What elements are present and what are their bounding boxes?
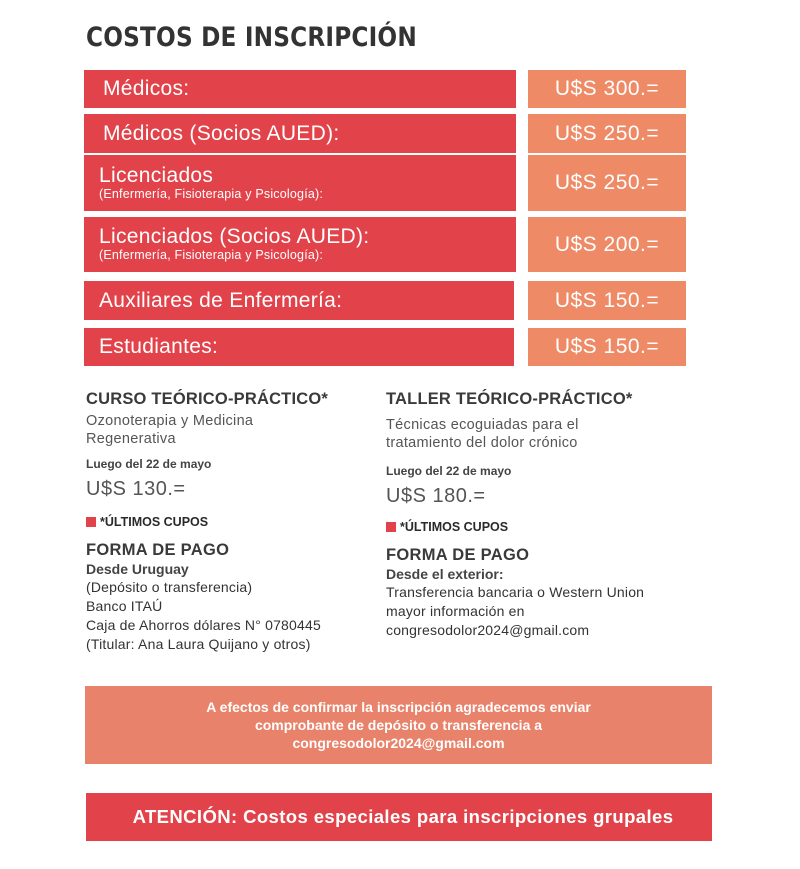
price-label-sub: (Enfermería, Fisioterapia y Psicología): bbox=[99, 186, 324, 201]
price-row-auxiliares bbox=[84, 281, 686, 320]
taller-desc-1: Técnicas ecoguiadas para el bbox=[386, 417, 579, 433]
price-value: U$S 300.= bbox=[528, 70, 686, 108]
price-label-sub: (Enfermería, Fisioterapia y Psicología): bbox=[99, 248, 324, 262]
price-row-licenciados-socios bbox=[84, 217, 686, 272]
pago-exterior-title: FORMA DE PAGO bbox=[386, 546, 530, 564]
price-label bbox=[84, 328, 514, 366]
confirm-email: congresodolor2024@gmail.com bbox=[292, 735, 505, 751]
pago-uruguay-line: Caja de Ahorros dólares N° 0780445 bbox=[86, 617, 321, 633]
pago-uruguay-title: FORMA DE PAGO bbox=[86, 541, 230, 559]
price-label bbox=[84, 217, 516, 272]
taller-price: U$S 180.= bbox=[386, 485, 486, 507]
curso-desc-1: Ozonoterapia y Medicina bbox=[86, 413, 254, 429]
price-label bbox=[84, 114, 516, 153]
price-value: U$S 250.= bbox=[528, 155, 686, 211]
curso-price: U$S 130.= bbox=[86, 478, 186, 500]
price-label bbox=[84, 155, 516, 211]
price-row-estudiantes bbox=[84, 328, 686, 366]
curso-section bbox=[86, 388, 406, 654]
taller-date: Luego del 22 de mayo bbox=[386, 464, 512, 478]
price-row-licenciados bbox=[84, 155, 686, 211]
curso-cupos-text: *ÚLTIMOS CUPOS bbox=[100, 515, 209, 529]
confirm-notice bbox=[85, 686, 712, 764]
price-label-main: Auxiliares de Enfermería: bbox=[99, 288, 343, 312]
pago-exterior-subtitle: Desde el exterior: bbox=[386, 566, 504, 582]
price-row-medicos-socios bbox=[84, 114, 686, 153]
attention-banner: ATENCIÓN: Costos especiales para inscripciones grupales bbox=[86, 793, 712, 841]
red-square-icon bbox=[386, 522, 396, 532]
pago-exterior-line: mayor información en bbox=[386, 603, 525, 619]
taller-section bbox=[386, 388, 706, 640]
price-label-main: Licenciados bbox=[99, 163, 214, 187]
pago-uruguay-line: (Titular: Ana Laura Quijano y otros) bbox=[86, 636, 311, 652]
curso-cupos bbox=[86, 515, 406, 529]
price-value: U$S 200.= bbox=[528, 217, 686, 272]
price-label bbox=[84, 281, 514, 320]
price-value: U$S 150.= bbox=[528, 281, 686, 320]
confirm-line: A efectos de confirmar la inscripción agradecemos enviar bbox=[206, 699, 591, 715]
pago-exterior-email: congresodolor2024@gmail.com bbox=[386, 622, 590, 638]
pago-uruguay-subtitle: Desde Uruguay bbox=[86, 561, 189, 577]
curso-title: CURSO TEÓRICO-PRÁCTICO* bbox=[86, 390, 329, 408]
taller-title: TALLER TEÓRICO-PRÁCTICO* bbox=[386, 390, 633, 408]
red-square-icon bbox=[86, 517, 96, 527]
pago-exterior-line: Transferencia bancaria o Western Union bbox=[386, 584, 645, 600]
taller-cupos-text: *ÚLTIMOS CUPOS bbox=[400, 520, 509, 534]
taller-cupos bbox=[386, 520, 706, 534]
page-title: COSTOS DE INSCRIPCIÓN bbox=[86, 22, 417, 53]
curso-date: Luego del 22 de mayo bbox=[86, 457, 212, 471]
price-label bbox=[84, 70, 516, 108]
price-label-main: Médicos: bbox=[103, 77, 190, 100]
taller-desc-2: tratamiento del dolor crónico bbox=[386, 435, 578, 451]
price-value: U$S 250.= bbox=[528, 114, 686, 153]
price-row-medicos bbox=[84, 70, 686, 108]
price-label-main: Estudiantes: bbox=[99, 335, 219, 358]
pago-uruguay-line: (Depósito o transferencia) bbox=[86, 579, 253, 595]
confirm-line: comprobante de depósito o transferencia a bbox=[254, 717, 543, 733]
price-value: U$S 150.= bbox=[528, 328, 686, 366]
price-label-main: Médicos (Socios AUED): bbox=[103, 121, 340, 145]
pago-uruguay-line: Banco ITAÚ bbox=[86, 598, 163, 614]
price-label-main: Licenciados (Socios AUED): bbox=[99, 225, 370, 248]
curso-desc-2: Regenerativa bbox=[86, 431, 176, 447]
